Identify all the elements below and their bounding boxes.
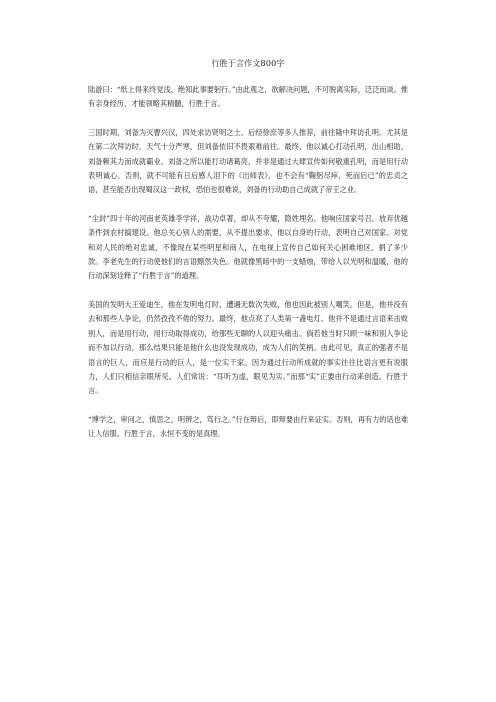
paragraph-liu-bei: 三国时期，刘备为灭曹兴汉，四处求访贤明之士。后经徐庶等多人推荐，前往隆中拜访孔明。尤其是在第二次拜访时，天气十分严寒，但刘备依旧不畏艰难前往。最终，他以诚心打动孔明，出山相助，刘备赖其力而成就霸业。刘备之所以能打动诸葛亮，并非是通过大肆宣传如何敬重孔明，而是用行动表明诚心。否则，就不可能有日后感人泪下的《出师表》，也不会有“鞠躬尽瘁，死而后已”的忠贞之语，甚至能否出现蜀汉这一政权，恐怕也很难说，刘备的行动助自己成就了帝王之业。: [88, 127, 408, 195]
paragraph-conclusion: “博学之，审问之，慎思之，明辨之，笃行之。”行在辩后，即辩要由行来证实。否则，再有力的话也难让人信服。行胜于言，永恒不变的是真理。: [88, 414, 409, 439]
paragraph-li-xuexiang: “尘封”四十年的河南老英雄李学祥，战功卓著，却从不夸耀，隐姓埋名。他响应国家号召，放弃优越条件到农村搞建设。他总关心别人的需要，从不提出要求，他以自身的行动，表明自己对国家、对党和对人民的绝对忠诚，不像现在某些明星和商人，在电视上宣传自己如何关心困难地区，捐了多少款。李老先生的行动使他们的言语黯然失色。他就像黑暗中的一支蜡烛，带给人以光明和温暖，他的行动深刻诠释了“行胜于言”的道理。: [88, 213, 408, 281]
paragraph-edison: 美国的发明大王爱迪生，他在发明电灯时，遭遇无数次失败，他也因此被别人嘲笑。但是，他并没有去和那些人争论，仍然孜孜不倦的努力。最终，他点亮了人类第一盏电灯。他并不是通过言语来击败别人，而是用行动，用行动取得成功，给那些无聊的人以迎头痛击。倘若他当时只顾一味和别人争论而不加以行动，那么结果只能是他什么也没发现成功，成为人们的笑柄。由此可见，真正的强者不是语言的巨人，而应是行动的巨人，是一位实干家。因为通过行动所成就的事实往往比语言更有说服力，人们只相信亲眼所见。人们常说：“耳听为虚，眼见为实。”而那“实”正要由行动来创造。行胜于言。: [88, 299, 408, 396]
paragraph-intro: 陆游曰：“纸上得来终觉浅，绝知此事要躬行。”由此观之，欲解决问题，不可脱离实际，泛泛而谈。惟有亲身经历，才能领略其精髓，行胜于言。: [88, 85, 409, 109]
essay-title: 行胜于言作文800字: [211, 59, 285, 68]
essay-body: [88, 58, 408, 456]
